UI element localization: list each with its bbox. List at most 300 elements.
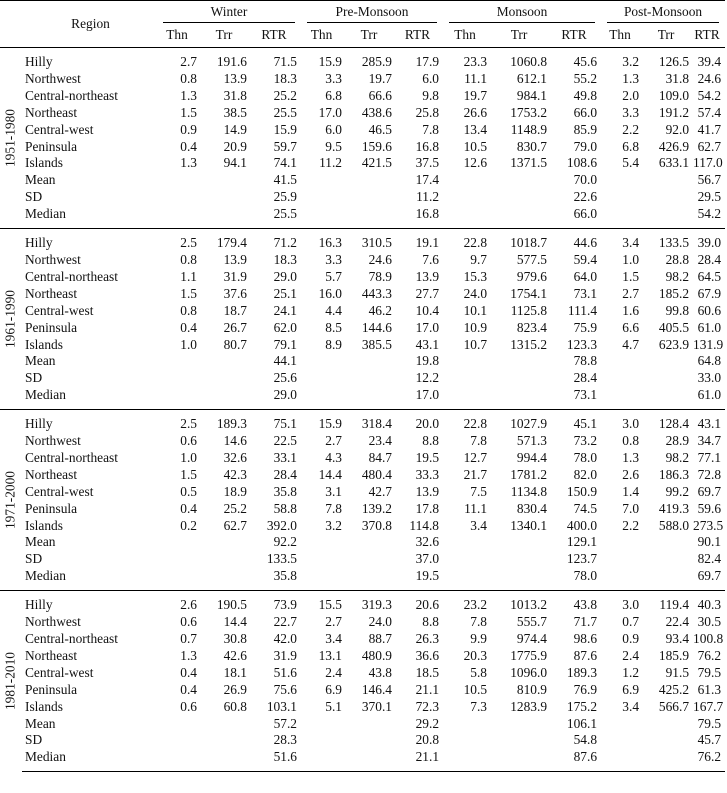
table-row [0,122,725,139]
table-cell: 22.8 [443,229,491,252]
table-cell [443,172,491,189]
table-cell [643,370,693,387]
table-cell: 186.3 [658,466,690,482]
table-cell: 1060.8 [510,54,548,69]
table-cell [157,172,201,189]
table-cell: 22.4 [665,614,690,630]
table-cell: 830.4 [516,500,548,516]
table-cell: 69.7 [697,568,722,584]
table-cell: 10.7 [463,336,488,352]
table-cell: 69.7 [697,483,722,499]
table-cell [346,534,396,551]
table-row [0,732,725,749]
table-cell: 26.9 [223,681,247,697]
table-cell: 13.4 [463,121,488,137]
table-cell: 1.5 [180,104,197,120]
table-cell: 15.3 [463,268,488,284]
table-cell: 29.0 [273,268,297,284]
table-cell: 370.8 [361,517,392,533]
period-label: 1971-2000 [2,471,18,530]
table-cell: 28.4 [697,251,722,267]
table-cell: 85.9 [573,121,598,137]
table-cell: 480.4 [361,466,392,482]
table-cell: 59.4 [573,251,598,267]
table-cell: 56.7 [697,172,722,188]
region-name: Central-northeast [25,449,118,465]
table-cell: 13.1 [318,647,342,663]
table-cell: 23.3 [463,54,488,69]
table-cell [346,206,396,228]
table-cell: 99.8 [665,302,690,318]
table-cell: 12.2 [415,370,440,386]
table-cell: 37.6 [223,285,247,301]
subcolumn-header-rtr: RTR [693,23,725,48]
table-cell: 1.3 [622,70,640,86]
table-cell: 20.9 [223,138,247,154]
table-cell: 82.0 [573,466,598,482]
table-cell: 5.1 [325,698,342,714]
subcolumn-header-thn: Thn [301,23,346,48]
table-cell: 1.3 [180,155,197,171]
table-cell: 1.5 [622,268,640,284]
table-cell [201,568,251,590]
table-cell: 16.3 [301,229,346,252]
table-cell [201,370,251,387]
region-name: Northeast [25,285,78,301]
table-cell: 29.5 [697,189,722,205]
table-cell: 18.3 [273,251,297,267]
table-cell: 90.1 [697,534,722,550]
table-cell: 28.3 [273,732,297,748]
table-cell: 78.9 [368,268,392,284]
table-cell: 438.6 [361,104,392,120]
table-cell: 57.4 [697,104,722,120]
table-cell [601,387,643,409]
table-cell: 1148.9 [510,121,548,137]
table-cell [201,749,251,771]
table-cell: 76.9 [573,681,598,697]
table-cell [443,370,491,387]
table-cell: 1371.5 [510,155,548,171]
region-name: Islands [25,336,63,352]
table-cell [301,189,346,206]
table-cell: 37.0 [415,551,440,567]
table-cell: 22.8 [443,410,491,433]
table-cell: 38.5 [223,104,247,120]
table-cell: 117.0 [693,155,723,171]
table-cell: 3.3 [325,70,342,86]
table-cell: 1096.0 [510,664,548,680]
table-cell: 1.6 [622,302,640,318]
table-cell: 0.4 [180,319,197,335]
table-cell: 612.1 [516,70,548,86]
table-cell: 25.1 [273,285,297,301]
table-cell [346,387,396,409]
table-cell: 87.6 [573,647,598,663]
table-cell: 1018.7 [491,229,551,252]
table-row [0,88,725,105]
table-cell: 24.6 [697,70,722,86]
table-cell: 13.9 [223,70,247,86]
table-cell [346,732,396,749]
table-cell [643,534,693,551]
table-cell: 15.9 [273,121,297,137]
table-cell: 10.1 [463,302,488,318]
table-row [0,71,725,88]
table-cell [643,172,693,189]
table-cell: 15.5 [301,591,346,614]
table-cell: 33.0 [697,370,722,386]
table-cell [491,189,551,206]
table-cell: 1315.2 [510,336,548,352]
table-cell: 78.0 [573,449,598,465]
table-cell: 14.6 [223,433,247,449]
table-cell: 79.5 [697,715,722,731]
table-cell [601,206,643,228]
table-cell: 190.5 [201,591,251,614]
table-cell: 2.2 [622,517,640,533]
table-cell: 64.0 [573,268,598,284]
table-row [0,252,725,269]
region-name: SD [25,370,43,386]
table-cell: 984.1 [516,87,548,103]
table-cell [443,716,491,733]
region-name: Peninsula [25,681,78,697]
region-name: Mean [25,715,56,731]
table-cell [643,732,693,749]
table-cell: 126.5 [658,54,690,69]
table-cell: 79.1 [273,336,297,352]
table-cell: 33.1 [273,449,297,465]
table-cell: 45.7 [697,732,722,748]
table-row [0,139,725,156]
table-row [0,387,725,409]
table-cell: 60.8 [223,698,247,714]
table-cell: 28.9 [665,433,690,449]
table-cell: 150.9 [566,483,598,499]
table-cell: 43.8 [551,591,601,614]
table-cell: 1.4 [622,483,640,499]
table-cell [201,189,251,206]
table-cell: 189.3 [201,410,251,433]
period-label-cell [0,410,22,591]
table-cell: 3.0 [601,591,643,614]
table-cell: 19.1 [396,229,443,252]
table-cell: 54.8 [573,732,598,748]
table-cell: 61.0 [697,319,722,335]
season-header-row [0,1,725,24]
table-cell: 36.6 [415,647,440,663]
table-cell: 31.8 [665,70,690,86]
table-cell: 43.8 [368,664,392,680]
table-cell: 2.4 [622,647,640,663]
table-cell [201,534,251,551]
table-cell: 385.5 [361,336,392,352]
table-cell: 319.3 [346,591,396,614]
table-cell: 159.6 [361,138,392,154]
table-cell [201,732,251,749]
table-cell: 0.8 [622,433,640,449]
table-cell: 3.0 [601,410,643,433]
table-cell: 3.2 [622,54,640,69]
subcolumn-header-rtr: RTR [551,23,601,48]
table-cell: 3.4 [325,631,342,646]
table-cell [491,732,551,749]
table-cell: 994.4 [516,449,548,465]
table-cell: 4.4 [325,302,342,318]
table-row [0,320,725,337]
table-cell: 78.8 [573,353,598,369]
region-name: Median [25,206,66,222]
table-cell [301,551,346,568]
table-cell: 24.6 [368,251,392,267]
table-row [0,303,725,320]
table-cell: 93.4 [665,631,690,646]
table-cell [157,387,201,409]
table-cell: 26.3 [415,631,440,646]
table-cell: 18.3 [273,70,297,86]
table-cell: 167.7 [693,698,724,714]
table-cell: 18.5 [415,664,440,680]
region-name: Median [22,749,157,771]
table-cell: 73.1 [573,387,598,403]
table-row [0,716,725,733]
table-cell: 3.4 [622,698,640,714]
table-cell: 11.2 [416,189,440,205]
table-cell: 78.0 [573,568,598,584]
table-cell: 123.7 [566,551,598,567]
table-cell: 20.0 [396,410,443,433]
table-cell: 1340.1 [510,517,548,533]
table-cell: 19.5 [415,449,440,465]
period-label: 1951-1980 [2,109,18,168]
table-cell: 22.6 [573,189,598,205]
table-cell: 62.0 [273,319,297,335]
table-cell: 87.6 [551,749,601,771]
table-cell [491,716,551,733]
table-cell: 6.0 [422,70,440,86]
table-row [0,534,725,551]
table-cell: 10.5 [463,138,488,154]
table-row [0,370,725,387]
table-cell [346,749,396,771]
table-cell [346,189,396,206]
table-cell: 25.5 [273,104,297,120]
table-cell: 45.6 [573,54,598,69]
table-cell [601,353,643,370]
table-cell [301,568,346,590]
table-cell: 1027.9 [491,410,551,433]
table-cell [443,749,491,771]
season-header-pre-monsoon [301,1,443,24]
table-cell: 830.7 [516,138,548,154]
table-cell: 133.5 [266,551,297,567]
table-cell: 2.2 [622,121,640,137]
table-cell: 16.0 [318,285,342,301]
table-cell: 370.1 [361,698,392,714]
table-cell: 73.9 [251,591,301,614]
table-row [0,189,725,206]
table-row [0,105,725,122]
table-cell [491,353,551,370]
table-cell [157,353,201,370]
table-cell: 10.4 [415,302,440,318]
table-cell: 0.8 [180,251,197,267]
table-cell: 51.6 [273,664,297,680]
table-cell [601,370,643,387]
table-cell [643,387,693,409]
table-cell: 7.3 [470,698,488,714]
table-cell: 19.7 [368,70,392,86]
period-label: 1961-1990 [2,290,18,349]
table-cell: 6.9 [325,681,342,697]
table-cell: 1.5 [180,285,197,301]
table-cell [643,189,693,206]
region-name: SD [25,189,43,205]
period-label-cell [0,591,22,772]
table-cell: 25.9 [273,189,297,205]
table-cell [157,370,201,387]
table-cell: 18.7 [223,302,247,318]
table-cell: 179.4 [201,229,251,252]
table-cell: 123.3 [566,336,598,352]
season-label-winter: Winter [163,1,295,23]
table-cell: 111.4 [567,302,598,318]
table-cell: 13.9 [415,483,440,499]
region-name: Peninsula [25,319,78,335]
table-cell [443,568,491,590]
table-cell [157,716,201,733]
table-cell: 73.1 [573,285,598,301]
table-cell [201,206,251,228]
table-cell: 1.5 [180,466,197,482]
table-cell: 35.8 [273,483,297,499]
table-cell: 29.2 [415,715,440,731]
table-cell: 88.7 [368,631,392,646]
table-cell: 28.4 [273,466,297,482]
table-cell: 21.1 [415,681,440,697]
table-row [0,501,725,518]
table-cell [157,732,201,749]
table-cell [443,206,491,228]
region-name: Peninsula [25,500,78,516]
table-cell [346,568,396,590]
table-cell: 103.1 [266,698,297,714]
table-cell: 3.3 [622,104,640,120]
table-cell: 3.1 [325,483,342,499]
table-cell: 974.4 [516,631,548,646]
table-cell: 25.2 [273,87,297,103]
table-cell: 51.6 [251,749,301,771]
region-name: Hilly [22,591,157,614]
table-cell [301,370,346,387]
table-cell: 29.0 [273,387,297,403]
region-name: Islands [25,517,63,533]
table-cell: 17.8 [415,500,440,516]
table-cell: 92.2 [273,534,297,550]
table-cell: 13.9 [223,251,247,267]
table-cell: 0.6 [180,614,197,630]
region-name: Northwest [25,614,81,630]
table-cell: 392.0 [266,517,297,533]
table-row [0,269,725,286]
table-cell [443,353,491,370]
table-cell: 72.8 [697,466,722,482]
table-cell: 19.5 [415,568,440,584]
table-cell: 27.7 [415,285,440,301]
region-name: Northwest [25,433,81,449]
table-row [0,155,725,172]
season-label-pre-monsoon: Pre-Monsoon [307,1,437,23]
table-cell: 9.7 [470,251,488,267]
table-cell: 14.4 [318,466,342,482]
table-cell: 0.7 [622,614,640,630]
table-cell: 60.6 [697,302,722,318]
table-row [0,206,725,228]
table-cell: 99.2 [665,483,690,499]
table-row [0,484,725,501]
table-cell: 25.2 [223,500,247,516]
table-cell: 273.5 [693,517,724,533]
table-cell: 62.7 [223,517,247,533]
table-cell [491,387,551,409]
table-row [0,286,725,303]
table-cell: 8.9 [325,336,342,352]
table-cell: 22.7 [273,614,297,630]
table-cell [157,568,201,590]
region-name: Median [25,387,66,403]
table-cell: 8.8 [422,614,440,630]
region-column-header: Region [0,1,157,48]
table-cell: 43.1 [415,336,440,352]
table-cell [346,716,396,733]
subcolumn-header-trr: Trr [491,23,551,48]
table-cell [491,534,551,551]
region-name: SD [25,551,43,567]
table-cell [346,370,396,387]
table-cell [643,568,693,590]
subcolumn-header-trr: Trr [201,23,251,48]
table-row [0,450,725,467]
table-cell: 1754.1 [510,285,548,301]
table-cell: 114.8 [409,517,440,533]
table-cell: 19.7 [463,87,488,103]
table-cell [601,551,643,568]
table-row [0,353,725,370]
table-cell: 6.8 [622,138,640,154]
region-name: Mean [25,534,56,550]
table-cell [643,716,693,733]
table-cell: 2.5 [157,410,201,433]
subcolumn-header-thn: Thn [443,23,491,48]
region-name: Central-west [25,664,94,680]
region-name: Islands [25,698,63,714]
table-cell: 46.2 [368,302,392,318]
table-cell: 0.6 [180,433,197,449]
table-row [0,433,725,450]
table-cell: 66.6 [368,87,392,103]
region-name: Central-west [25,302,94,318]
table-cell: 7.6 [422,251,440,267]
table-cell: 10.9 [463,319,488,335]
table-cell: 64.5 [697,268,722,284]
table-cell: 32.6 [223,449,247,465]
table-cell: 64.8 [697,353,722,369]
table-cell [443,732,491,749]
table-cell [346,551,396,568]
table-cell: 0.8 [180,70,197,86]
table-cell: 191.6 [216,54,247,69]
